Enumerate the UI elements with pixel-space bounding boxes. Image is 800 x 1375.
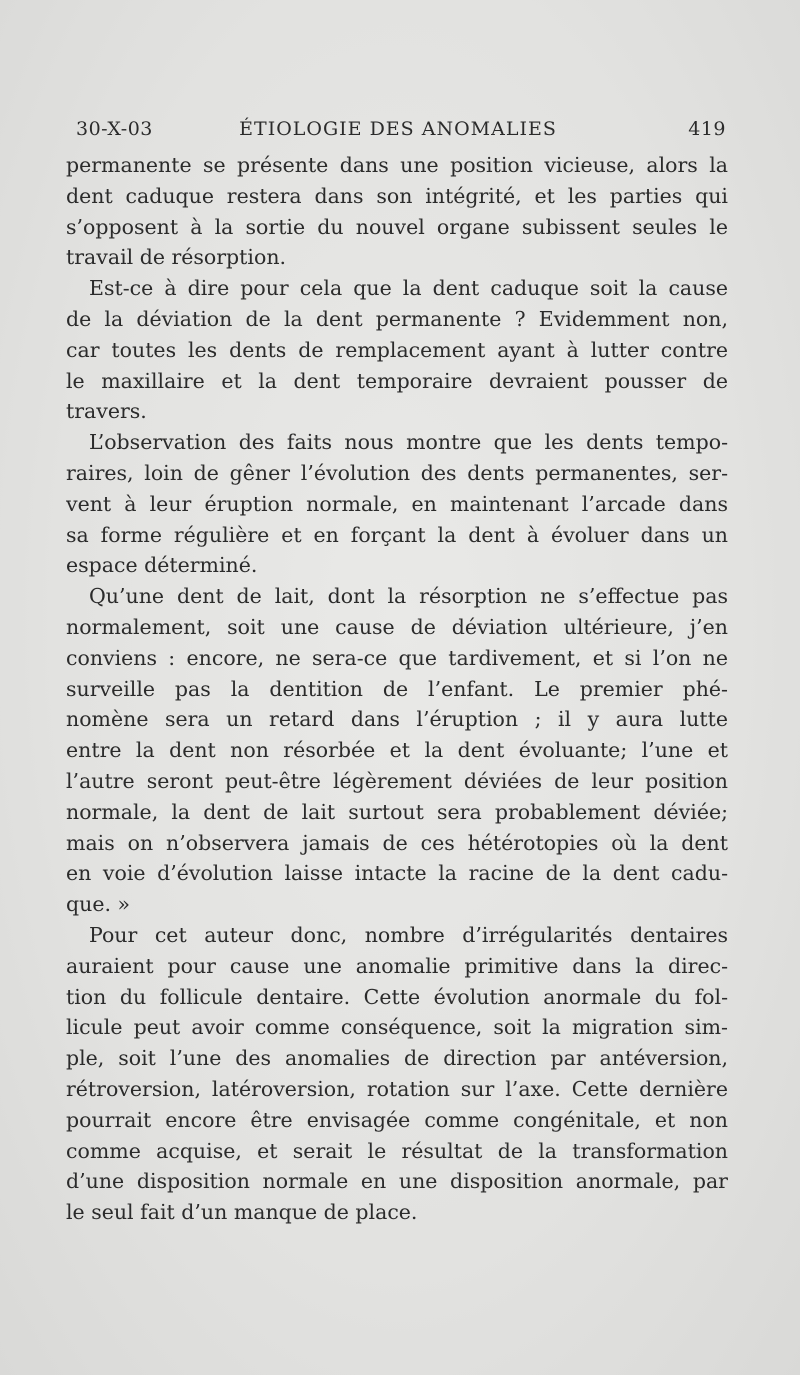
page-number: 419 [688,118,726,140]
text-line: Pour cet auteur donc, nombre d’irrégularités dentaires [89,922,728,947]
text-line: nomène sera un retard dans l’éruption ; il y aura lutte [66,707,728,732]
text-line: permanente se présente dans une position vicieuse, alors la [66,153,728,177]
text-line: vent à leur éruption normale, en maintenant l’arcade dans [66,491,728,516]
text-line: de la déviation de la dent permanente ? Evidemment non, [66,306,728,331]
text-line: Qu’une dent de lait, dont la résorption ne s’effectue pas [89,584,728,609]
text-line: en voie d’évolution laisse intacte la racine de la dent cadu- [66,861,728,886]
text-line: Est-ce à dire pour cela que la dent caduque soit la cause [89,276,728,301]
text-line: le seul fait d’un manque de place. [66,1200,418,1225]
text-line: comme acquise, et serait le résultat de la transformation [66,1138,728,1163]
text-line: mais on n’observera jamais de ces hétérotopies où la dent [66,830,728,855]
header-title: ÉTIOLOGIE DES ANOMALIES [239,118,557,140]
text-line: surveille pas la dentition de l’enfant. Le premier phé- [66,676,728,701]
text-line: normale, la dent de lait surtout sera probablement déviée; [66,799,728,824]
text-line: L’observation des faits nous montre que les dents tempo- [89,430,728,455]
running-header [70,114,726,146]
text-line: rétroversion, latéroversion, rotation sur l’axe. Cette dernière [66,1076,728,1101]
text-line: espace déterminé. [66,553,258,578]
text-line: auraient pour cause une anomalie primitive dans la direc- [66,953,728,978]
text-line: conviens : encore, ne sera-ce que tardivement, et si l’on ne [66,645,728,670]
text-line: normalement, soit une cause de déviation ultérieure, j’en [66,614,728,639]
text-line: que. » [66,892,131,917]
text-line: entre la dent non résorbée et la dent évoluante; l’une et [66,738,728,763]
header-date-code: 30-X-03 [76,118,153,140]
text-line: travers. [66,399,147,424]
text-line: licule peut avoir comme conséquence, soit la migration sim- [66,1015,728,1040]
text-line: dent caduque restera dans son intégrité, et les parties qui [66,183,728,208]
text-line: pourrait encore être envisagée comme congénitale, et non [66,1107,728,1132]
text-line: travail de résorption. [66,245,287,270]
text-line: d’une disposition normale en une disposition anormale, par [66,1169,728,1194]
text-line: l’autre seront peut-être légèrement déviées de leur position [66,768,728,793]
text-line: ple, soit l’une des anomalies de direction par antéversion, [66,1046,728,1071]
text-line: s’opposent à la sortie du nouvel organe subissent seules le [66,214,728,239]
text-line: raires, loin de gêner l’évolution des dents permanentes, ser- [66,460,728,485]
text-line: sa forme régulière et en forçant la dent à évoluer dans un [66,522,728,547]
text-line: car toutes les dents de remplacement ayant à lutter contre [66,337,728,362]
text-line: tion du follicule dentaire. Cette évolution anormale du fol- [66,984,728,1009]
text-line: le maxillaire et la dent temporaire devraient pousser de [66,368,728,393]
body-text [66,150,728,1228]
